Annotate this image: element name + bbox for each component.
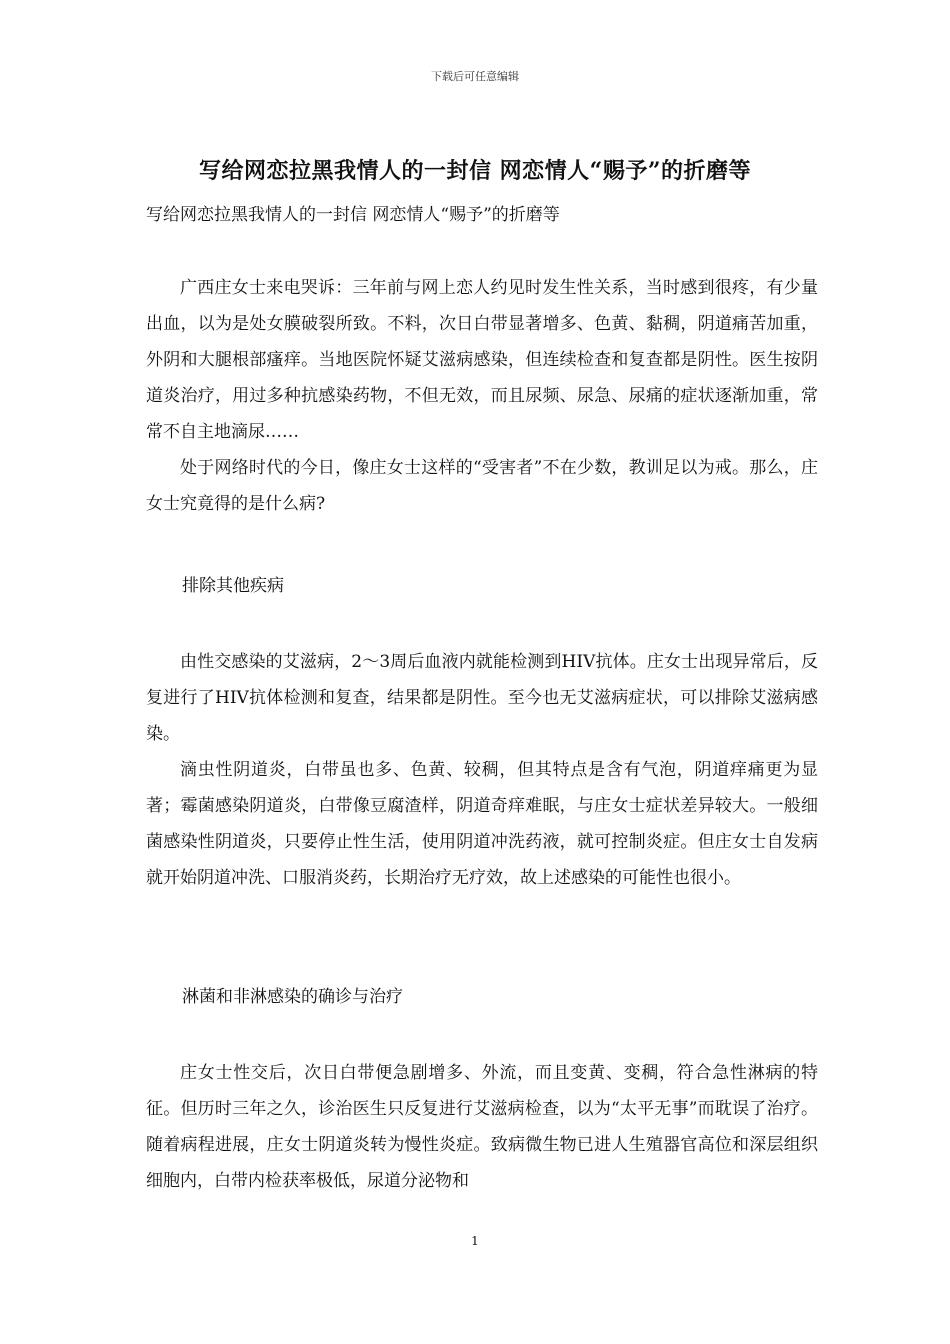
header-note: 下载后可任意编辑 [431,70,519,83]
section-2-heading: 淋菌和非淋感染的确诊与治疗 [182,987,403,1007]
document-subtitle: 写给网恋拉黑我情人的一封信 网恋情人“赐予”的折磨等 [146,205,560,225]
section-1-paragraph-2: 滴虫性阴道炎，白带虽也多、色黄、较稠，但其特点是含有气泡，阴道痒痛更为显著；霉菌感染阴道炎，白带像豆腐渣样，阴道奇痒难眠，与庄女士症状差异较大。一般细菌感染性阴道炎，只要停止性生活，使用阴道冲洗药液，就可控制炎症。但庄女士自发病就开始阴道冲洗、口服消炎药，长期治疗无疗效，故上述感染的可能性也很小。 [146,760,818,888]
section-1-heading: 排除其他疾病 [182,576,284,596]
section-1 [146,568,818,896]
section-2 [146,979,818,1199]
section-gap [146,1015,818,1055]
page-number: 1 [471,1234,479,1248]
intro-paragraph-2: 处于网络时代的今日，像庄女士这样的“受害者”不在少数，教训足以为戒。那么，庄女士究竟得的是什么病? [146,458,818,514]
section-1-paragraph-1: 由性交感染的艾滋病，2～3周后血液内就能检测到HIV抗体。庄女士出现异常后，反复进行了HIV抗体检测和复查，结果都是阴性。至今也无艾滋病症状，可以排除艾滋病感染。 [146,652,818,744]
intro-block [146,270,818,522]
section-2-paragraph-1: 庄女士性交后，次日白带便急剧增多、外流，而且变黄、变稠，符合急性淋病的特征。但历时三年之久，诊治医生只反复进行艾滋病检查，以为“太平无事”而耽误了治疗。随着病程进展，庄女士阴道炎转为慢性炎症。致病微生物已进人生殖器官高位和深层组织细胞内，白带内检获率极低，尿道分泌物和 [146,1063,818,1191]
section-gap [146,604,818,644]
document-title: 写给网恋拉黑我情人的一封信 网恋情人“赐予”的折磨等 [199,158,751,184]
intro-paragraph-1: 广西庄女士来电哭诉：三年前与网上恋人约见时发生性关系，当时感到很疼，有少量出血，以为是处女膜破裂所致。不料，次日白带显著增多、色黄、黏稠，阴道痛苦加重，外阴和大腿根部瘙痒。当地医院怀疑艾滋病感染，但连续检查和复查都是阴性。医生按阴道炎治疗，用过多种抗感染药物，不但无效，而且尿频、尿急、尿痛的症状逐渐加重，常常不自主地滴尿…… [146,278,818,442]
